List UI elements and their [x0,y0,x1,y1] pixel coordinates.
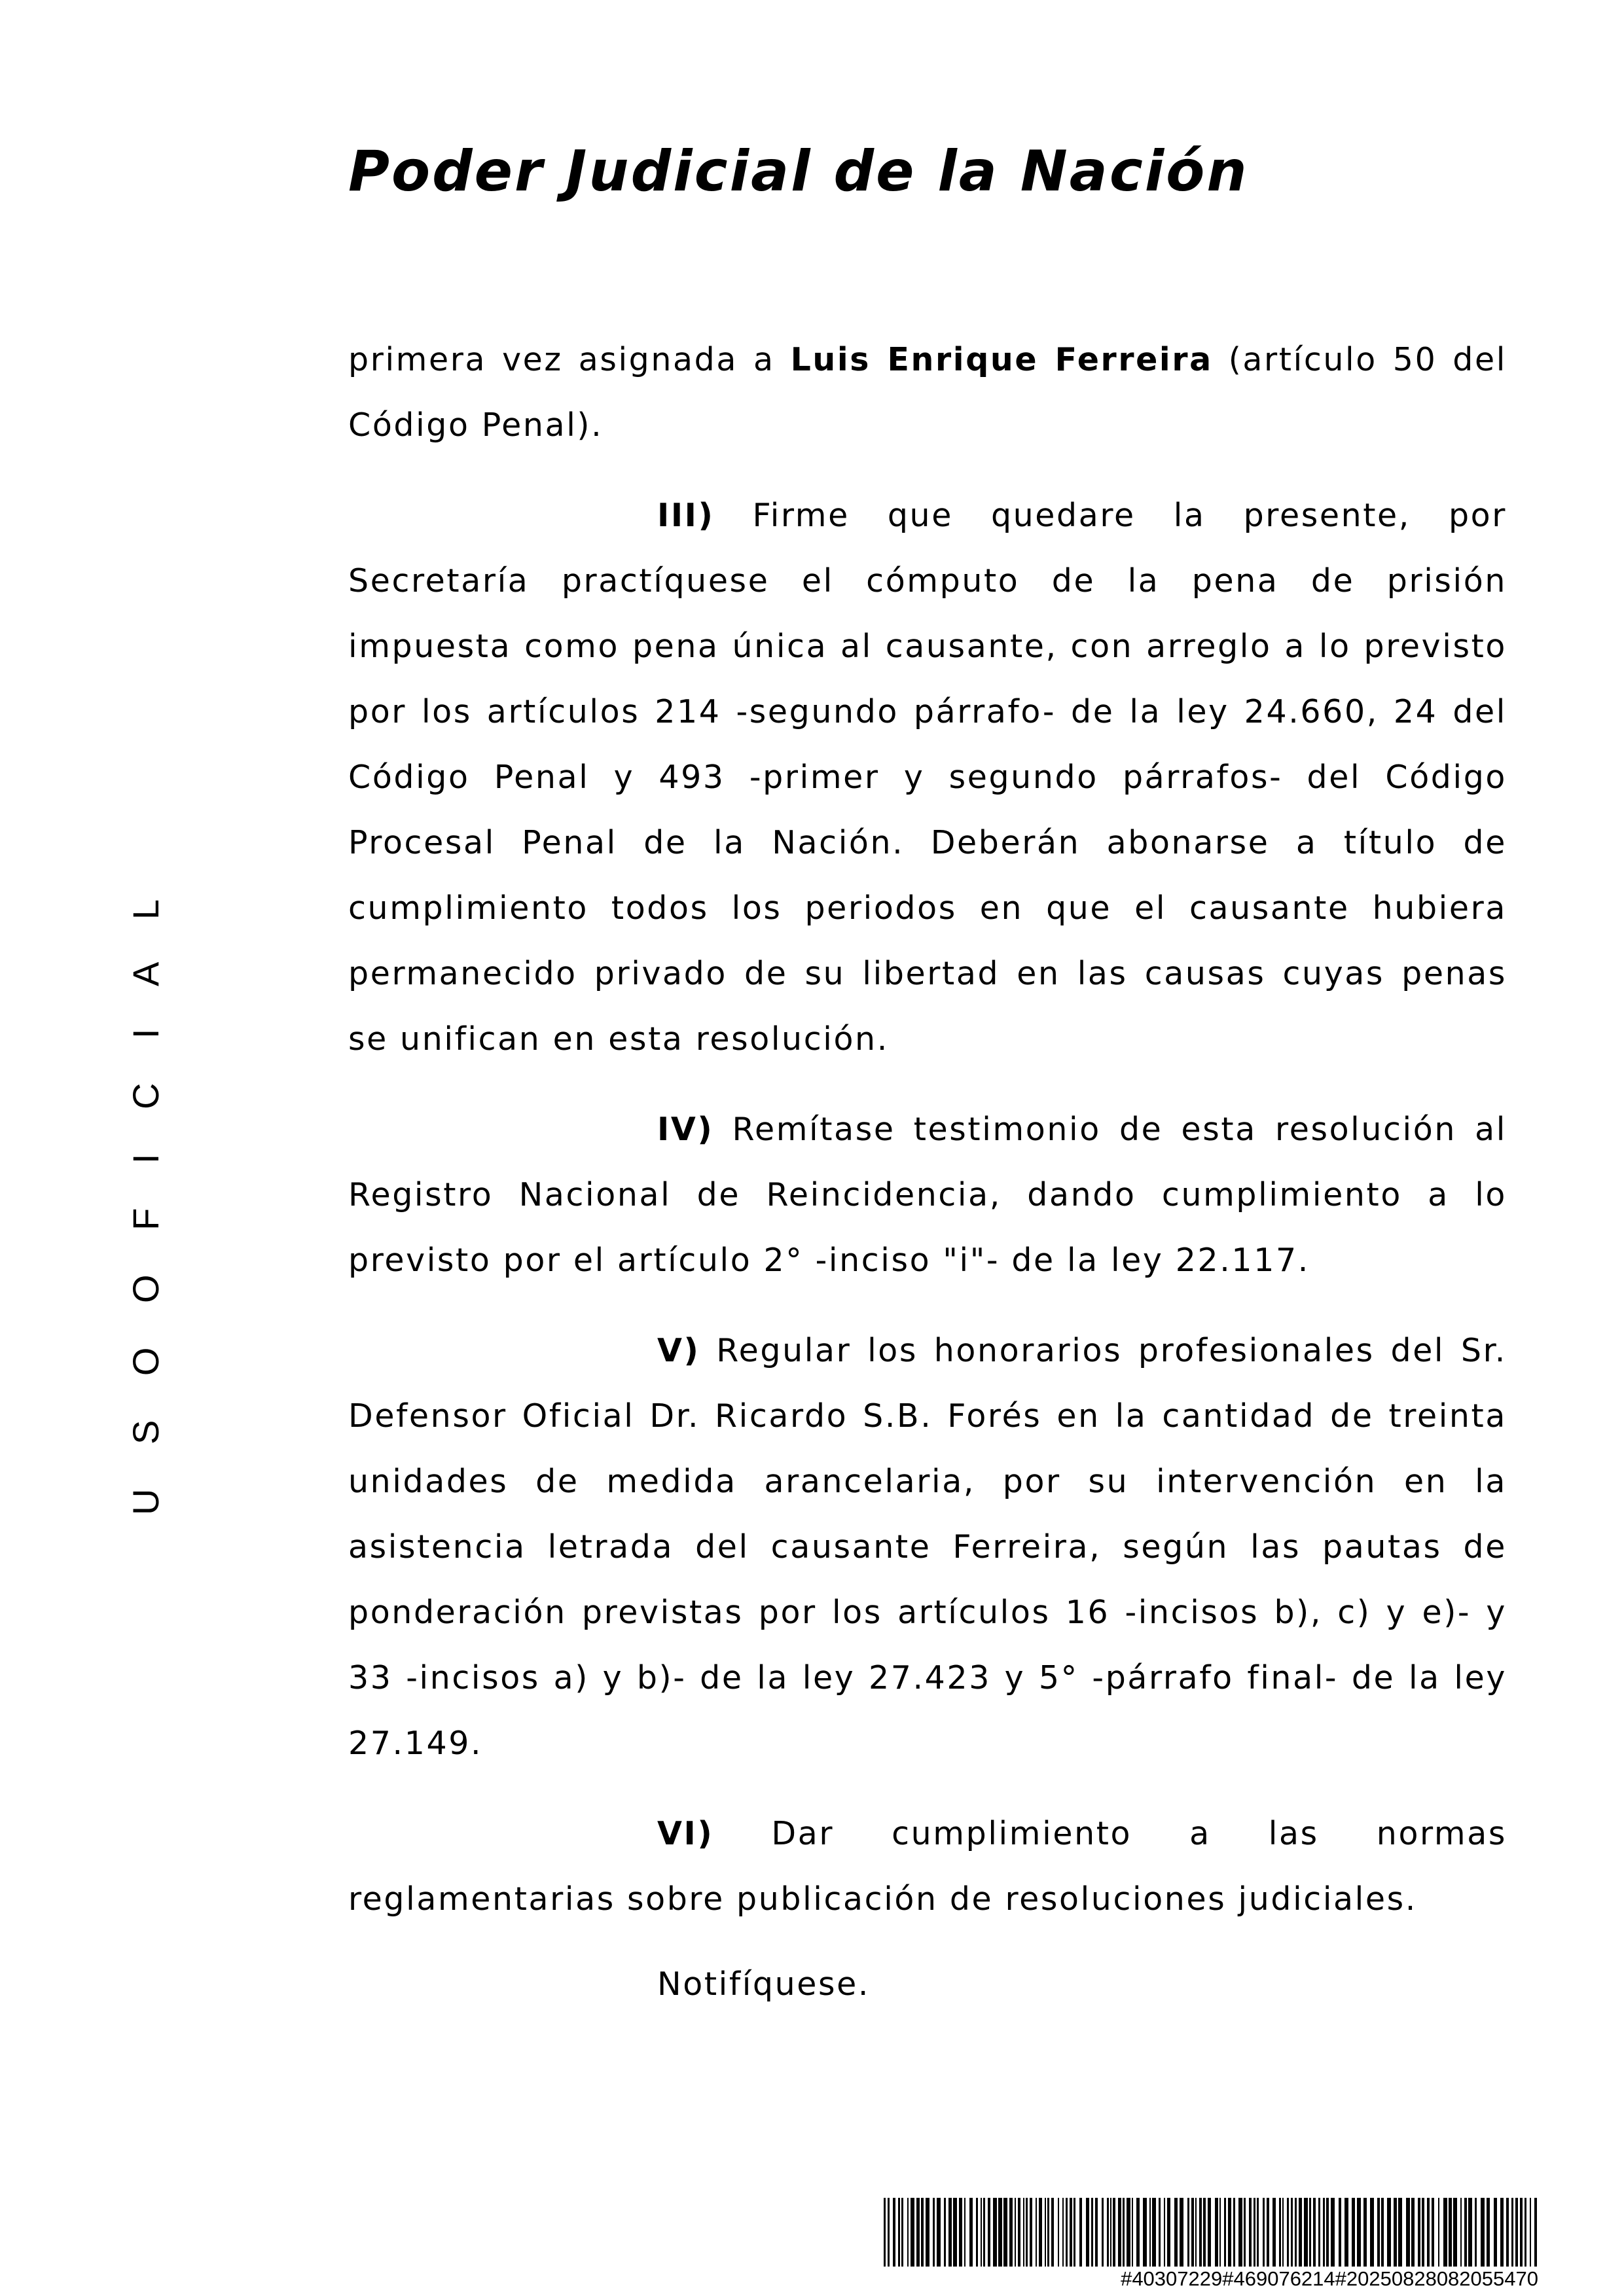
barcode-bar [1095,2198,1098,2267]
barcode-bar [1136,2198,1140,2267]
resolution-body [348,327,1507,2017]
barcode-bar [1427,2198,1430,2267]
barcode-bar [1009,2198,1013,2267]
paragraph-iv: IV) Remítase testimonio de esta resolución al Registro Nacional de Reincidencia, dando cumplimiento a lo previsto por el artículo 2° -inciso "i"- de la ley 22.117. [348,1111,1507,1279]
barcode-bar [1377,2198,1380,2267]
barcode-bar [1195,2198,1197,2267]
barcode-bar [1110,2198,1111,2267]
barcode-bar [1208,2198,1211,2267]
barcode-bar [1039,2198,1042,2267]
barcode-bar [1244,2198,1246,2267]
barcode-bar [1123,2198,1125,2267]
barcode-bar [1051,2198,1054,2267]
barcode-bar [1313,2198,1316,2267]
barcode-bar [1418,2198,1420,2267]
barcode-bar [1015,2198,1016,2267]
barcode-bar [964,2198,965,2267]
barcode-bar [1487,2198,1490,2267]
barcode-bar [1398,2198,1402,2267]
barcode-bar [1045,2198,1046,2267]
barcode-bar [1036,2198,1037,2267]
barcode-bar [1191,2198,1194,2267]
barcode-bar [911,2198,914,2267]
barcode-bar [1309,2198,1311,2267]
barcode-bar [1453,2198,1457,2267]
barcode-bar [1102,2198,1104,2267]
barcode-bar [959,2198,962,2267]
barcode-bar [1091,2198,1093,2267]
numeral-iii: III) [657,497,715,534]
barcode-bar [1525,2198,1526,2267]
barcode-bar [898,2198,900,2267]
barcode-code: #40307229#469076214#20250828082055470 [1121,2267,1538,2290]
barcode-bar [907,2198,909,2267]
barcode-bar [1026,2198,1028,2267]
barcode-bar [1086,2198,1089,2267]
barcode-bar [1406,2198,1410,2267]
barcode-bar [1352,2198,1355,2267]
barcode-bar [1381,2198,1384,2267]
barcode-bar [1003,2198,1007,2267]
barcode-bar [1199,2198,1202,2267]
barcode-bar [937,2198,941,2267]
barcode-bar [1295,2198,1297,2267]
barcode-bar [1228,2198,1231,2267]
barcode-bar [1132,2198,1133,2267]
barcode-bar [1443,2198,1447,2267]
barcode-bar [1257,2198,1259,2267]
barcode-bar [1118,2198,1121,2267]
barcode-bar [1167,2198,1170,2267]
barcode-bar [933,2198,935,2267]
barcode-bar [1023,2198,1024,2267]
barcode-bar [1203,2198,1206,2267]
barcode-bar [1304,2198,1308,2267]
barcode-bar [1515,2198,1518,2267]
barcode-bar [1074,2198,1075,2267]
barcode-bar [1187,2198,1189,2267]
barcode-bar [1238,2198,1242,2267]
barcode-bar [1520,2198,1523,2267]
barcode-bar [1062,2198,1064,2267]
paragraph-iii: III) Firme que quedare la presente, por Secretaría practíquese el cómputo de la pena de prisión impuesta como pena única al causante, con arreglo a lo previsto por los artículos 214 -segundo párrafo- de la ley 24.660, 24 del Código Penal y 493 -primer y segundo párrafos- del Código Procesal Penal de la Nación. Deberán abonarse a título de cumplimiento todos los periodos en que el causante hubiera permanecido privado de su libertad en las causas cuyas penas se unifican en esta resolución. [348,497,1507,1058]
barcode-bar [1534,2198,1537,2267]
barcode-bar [1370,2198,1374,2267]
barcode-bar [1432,2198,1434,2267]
barcode-bar [1058,2198,1059,2267]
barcode-bar [981,2198,982,2267]
barcode-bar [1363,2198,1367,2267]
paragraph-vi: VI) Dar cumplimiento a las normas reglamentarias sobre publicación de resoluciones judiciales. [348,1815,1507,1918]
barcode-bar [1511,2198,1513,2267]
barcode-bar [953,2198,957,2267]
barcode-bar [884,2198,886,2267]
barcode-bar [1481,2198,1485,2267]
numeral-v: V) [657,1332,700,1369]
barcode-bar [976,2198,978,2267]
barcode-bar [1224,2198,1226,2267]
document-barcode [884,2198,1538,2291]
barcode-bar [1143,2198,1147,2267]
barcode-bar [1344,2198,1348,2267]
closing-notice: Notifíquese. [657,1965,871,2003]
barcode-bar [1387,2198,1391,2267]
barcode-bar [988,2198,990,2267]
barcode-bar [1152,2198,1156,2267]
barcode-bar [1233,2198,1235,2267]
barcode-bar [1464,2198,1467,2267]
barcode-bar [948,2198,952,2267]
barcode-bar [983,2198,985,2267]
barcode-bar [1149,2198,1151,2267]
barcode-bar [1047,2198,1049,2267]
barcode-bar [1460,2198,1462,2267]
barcode-bar [998,2198,1002,2267]
barcode-bar [1494,2198,1497,2267]
barcode-bar [1159,2198,1161,2267]
barcode-bar [1079,2198,1082,2267]
barcode-bar [1357,2198,1361,2267]
barcode-bar [1249,2198,1252,2267]
barcode-bar [1219,2198,1221,2267]
barcode-bar [1254,2198,1255,2267]
barcode-bar [1070,2198,1072,2267]
barcode-bar [1475,2198,1477,2267]
barcode-bar [1506,2198,1509,2267]
barcode-bar [1411,2198,1415,2267]
barcode-bar [893,2198,895,2267]
barcode-bar [1127,2198,1130,2267]
defendant-name: Luis Enrique Ferreira [790,341,1213,378]
barcode-bar [1299,2198,1302,2267]
numeral-iv: IV) [657,1111,714,1148]
numeral-vi: VI) [657,1815,714,1852]
barcode-bar [1030,2198,1032,2267]
barcode-bar [1279,2198,1281,2267]
barcode-bar [1530,2198,1531,2267]
barcode-bar [1107,2198,1109,2267]
barcode-bar [1339,2198,1341,2267]
barcode-bar [1215,2198,1218,2267]
barcode-bar [916,2198,920,2267]
barcode-bar [1323,2198,1325,2267]
barcode-bar [1318,2198,1320,2267]
paragraph-continuation: primera vez asignada a Luis Enrique Ferreira (artículo 50 del Código Penal). [348,341,1507,444]
barcode-bar [969,2198,973,2267]
barcode-bar [993,2198,997,2267]
paragraph-v: V) Regular los honorarios profesionales del Sr. Defensor Oficial Dr. Ricardo S.B. Forés en la cantidad de treinta unidades de medida arancelaria, por su intervención en la asistencia letrada del causante Ferreira, según las pautas de ponderación previstas por los artículos 16 -incisos b), c) y e)- y 33 -incisos a) y b)- de la ley 27.423 y 5° -párrafo final- de la ley 27.149. [348,1332,1507,1762]
barcode-bar [921,2198,924,2267]
barcode-bar [888,2198,890,2267]
barcode-bar [1113,2198,1115,2267]
barcode-bar [1468,2198,1472,2267]
barcode-bar [944,2198,946,2267]
barcode-bar [1438,2198,1439,2267]
barcode-bar [901,2198,903,2267]
barcode-bar [1018,2198,1020,2267]
barcode-bar [1174,2198,1178,2267]
barcode-bar [1422,2198,1424,2267]
barcode-bar [1449,2198,1452,2267]
barcode-bar [1164,2198,1165,2267]
page-title: Poder Judicial de la Nación [348,139,1249,204]
barcode-bar [1180,2198,1183,2267]
barcode-bar [1331,2198,1335,2267]
barcode-bar [1394,2198,1397,2267]
barcode-bar [1326,2198,1329,2267]
barcode-bar [926,2198,929,2267]
barcode-bar [1263,2198,1265,2267]
barcode-bar [1282,2198,1284,2267]
barcode-bar [1272,2198,1276,2267]
barcode-bar [1267,2198,1269,2267]
barcode-bars [884,2198,1538,2267]
barcode-bar [1291,2198,1293,2267]
barcode-bar [1287,2198,1289,2267]
barcode-bar [1066,2198,1068,2267]
barcode-bar [1500,2198,1504,2267]
